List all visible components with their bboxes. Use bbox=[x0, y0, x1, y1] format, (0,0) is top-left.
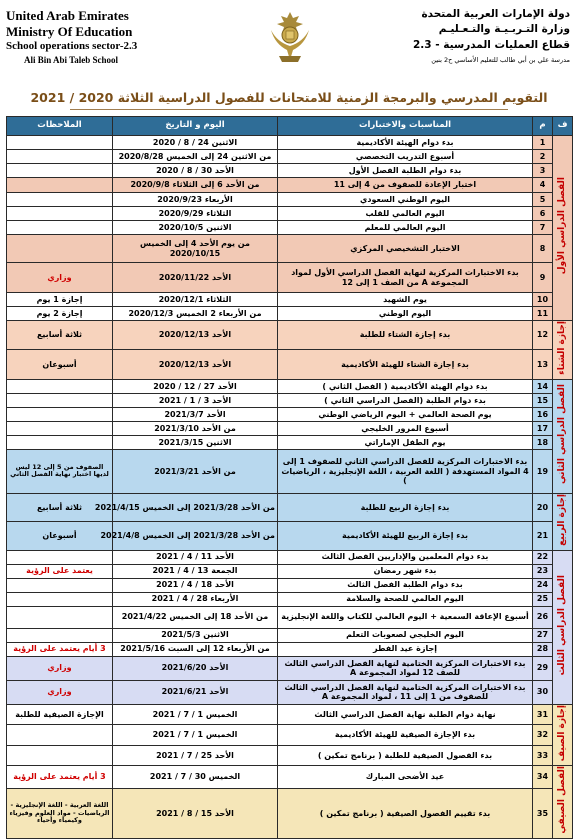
date-cell: الثلاثاء 2020/12/1 bbox=[113, 293, 278, 307]
row-number: 27 bbox=[533, 628, 553, 642]
col-header-term: ف bbox=[553, 117, 573, 136]
notes-cell bbox=[7, 235, 113, 263]
row-number: 13 bbox=[533, 350, 553, 379]
notes-cell: أسبوعان bbox=[7, 522, 113, 550]
table-row bbox=[7, 393, 573, 407]
table-row bbox=[7, 379, 573, 393]
date-cell: الأحد 2020/11/22 bbox=[113, 263, 278, 293]
event-cell: بدء إجازة الربيع للطلبة bbox=[278, 493, 533, 521]
date-cell: من الاثنين 24 إلى الخميس 2020/8/28 bbox=[113, 150, 278, 164]
date-cell: من الأربعاء 2 الخميس 2020/12/3 bbox=[113, 307, 278, 321]
row-number: 30 bbox=[533, 680, 553, 704]
notes-cell: 3 أيام يعتمد على الرؤية bbox=[7, 766, 113, 789]
event-cell: بدء الاختبارات المركزية الختامية لنهاية الفصل الدراسي الثالث للصفوف من 1 إلى 11 ، لمواد المجموعة A bbox=[278, 680, 533, 704]
header-en-country: United Arab Emirates bbox=[6, 8, 129, 23]
event-cell: الاختبار التشخيصي المركزي bbox=[278, 235, 533, 263]
event-cell: بدء إجازة الشتاء للهيئة الأكاديمية bbox=[278, 350, 533, 379]
row-number: 25 bbox=[533, 592, 553, 606]
header-en-ministry: Ministry Of Education bbox=[6, 24, 133, 39]
event-cell: بدء الاختبارات المركزية للفصل الدراسي الثاني للصفوف 1 إلى 4 المواد المستهدفة ( اللغة العربية ، اللغة الإنجليزية ، الرياضيات ) bbox=[278, 449, 533, 493]
date-cell: من الأحد 18 إلى الخميس 2021/4/22 bbox=[113, 606, 278, 628]
table-row bbox=[7, 766, 573, 789]
notes-cell bbox=[7, 606, 113, 628]
term-label-text: إجازة الربيع bbox=[557, 493, 567, 546]
event-cell: اليوم الوطني bbox=[278, 307, 533, 321]
table-row bbox=[7, 207, 573, 221]
table-row bbox=[7, 449, 573, 493]
row-number: 31 bbox=[533, 704, 553, 724]
table-header-row bbox=[7, 117, 573, 136]
row-number: 29 bbox=[533, 656, 553, 680]
event-cell: بدء دوام المعلمين والإداريين الفصل الثالث bbox=[278, 550, 533, 564]
event-cell: إجازة عيد الفطر bbox=[278, 642, 533, 656]
col-header-notes: الملاحظات bbox=[7, 117, 113, 136]
notes-cell: يعتمد على الرؤية bbox=[7, 564, 113, 578]
row-number: 24 bbox=[533, 578, 553, 592]
event-cell: بدء الاختبارات المركزية الختامية لنهاية الفصل الدراسي الثالث للصف 12 لمواد المجموعة A bbox=[278, 656, 533, 680]
row-number: 12 bbox=[533, 321, 553, 350]
table-row bbox=[7, 592, 573, 606]
row-number: 10 bbox=[533, 293, 553, 307]
row-number: 9 bbox=[533, 263, 553, 293]
event-cell: بدء الاختبارات المركزية لنهاية الفصل الدراسي الأول لمواد المجموعة A من الصف 1 إلى 12 bbox=[278, 263, 533, 293]
table-row bbox=[7, 725, 573, 745]
event-cell: نهاية دوام الطلبة نهاية الفصل الدراسي الثالث bbox=[278, 704, 533, 724]
row-number: 28 bbox=[533, 642, 553, 656]
term-label-text: الفصل الدراسي الثالث bbox=[557, 574, 567, 676]
header-ar-country: دولة الإمارات العربية المتحدة bbox=[421, 8, 570, 20]
notes-cell: اللغة العربية - اللغة الإنجليزية - الرياضيات - مواد العلوم وفيزياء وكيمياء وأحياء bbox=[7, 789, 113, 839]
notes-cell bbox=[7, 150, 113, 164]
header-ar-ministry: وزارة التـربـيـة والتـعـليـم bbox=[438, 23, 570, 35]
event-cell: أسبوع التدريب التخصصي bbox=[278, 150, 533, 164]
event-cell: اليوم العالمي للصحة والسلامة bbox=[278, 592, 533, 606]
table-row bbox=[7, 136, 573, 150]
event-cell: اختبار الإعادة للصفوف من 4 إلى 11 bbox=[278, 178, 533, 193]
term-label-winter bbox=[553, 321, 573, 380]
row-number: 33 bbox=[533, 745, 553, 765]
event-cell: بدء شهر رمضان bbox=[278, 564, 533, 578]
date-cell: الأربعاء 28 / 4 / 2021 bbox=[113, 592, 278, 606]
row-number: 19 bbox=[533, 449, 553, 493]
table-row bbox=[7, 421, 573, 435]
notes-cell: وزاري bbox=[7, 656, 113, 680]
title-divider bbox=[70, 109, 508, 110]
event-cell: يوم الشهيد bbox=[278, 293, 533, 307]
term-label-t1 bbox=[553, 136, 573, 321]
notes-cell bbox=[7, 745, 113, 765]
row-number: 1 bbox=[533, 136, 553, 150]
table-row bbox=[7, 606, 573, 628]
row-number: 22 bbox=[533, 550, 553, 564]
date-cell: الأحد 2021/3/7 bbox=[113, 407, 278, 421]
notes-cell: الإجازة الصيفية للطلبة bbox=[7, 704, 113, 724]
notes-cell bbox=[7, 164, 113, 178]
row-number: 8 bbox=[533, 235, 553, 263]
notes-cell bbox=[7, 178, 113, 193]
row-number: 14 bbox=[533, 379, 553, 393]
term-label-summer_course bbox=[553, 766, 573, 839]
table-row bbox=[7, 564, 573, 578]
date-cell: الأحد 15 / 8 / 2021 bbox=[113, 789, 278, 839]
col-header-date: اليوم و التاريخ bbox=[113, 117, 278, 136]
row-number: 7 bbox=[533, 221, 553, 235]
table-row bbox=[7, 578, 573, 592]
date-cell: الأحد 2021/6/20 bbox=[113, 656, 278, 680]
event-cell: بدء دوام الهيئة الأكاديمية ( الفصل الثاني ) bbox=[278, 379, 533, 393]
page-title: التقويم المدرسي والبرمجة الزمنية للامتحانات للفصول الدراسية الثلاثة 2020 / 2021 bbox=[30, 90, 548, 105]
date-cell: الخميس 1 / 7 / 2021 bbox=[113, 704, 278, 724]
event-cell: بدء إجازة الشتاء للطلبة bbox=[278, 321, 533, 350]
table-row bbox=[7, 656, 573, 680]
notes-cell bbox=[7, 550, 113, 564]
row-number: 21 bbox=[533, 522, 553, 550]
date-cell: الأحد 11 / 4 / 2021 bbox=[113, 550, 278, 564]
row-number: 3 bbox=[533, 164, 553, 178]
date-cell: من الأحد 2021/3/21 bbox=[113, 449, 278, 493]
event-cell: اليوم العالمي للمعلم bbox=[278, 221, 533, 235]
notes-cell bbox=[7, 725, 113, 745]
uae-emblem-icon bbox=[265, 8, 315, 66]
notes-cell bbox=[7, 578, 113, 592]
page-header bbox=[0, 0, 578, 88]
notes-cell: وزاري bbox=[7, 680, 113, 704]
table-row bbox=[7, 550, 573, 564]
row-number: 15 bbox=[533, 393, 553, 407]
notes-cell: 3 أيام يعتمد على الرؤية bbox=[7, 642, 113, 656]
date-cell: الأحد 2020/12/13 bbox=[113, 350, 278, 379]
row-number: 2 bbox=[533, 150, 553, 164]
table-row bbox=[7, 193, 573, 207]
term-label-t3 bbox=[553, 550, 573, 704]
date-cell: من الأحد 6 إلى الثلاثاء 2020/9/8 bbox=[113, 178, 278, 193]
header-ar-school: مدرسة علي بن أبي طالب للتعليم الأساسي ح2 بنين bbox=[431, 56, 570, 64]
row-number: 5 bbox=[533, 193, 553, 207]
row-number: 4 bbox=[533, 178, 553, 193]
col-header-num: م bbox=[533, 117, 553, 136]
table-row bbox=[7, 745, 573, 765]
table-row bbox=[7, 628, 573, 642]
event-cell: بدء دوام الطلبة الفصل الأول bbox=[278, 164, 533, 178]
row-number: 32 bbox=[533, 725, 553, 745]
row-number: 16 bbox=[533, 407, 553, 421]
event-cell: أسبوع الإعاقة السمعية + اليوم العالمي للكتاب واللغة الإنجليزية bbox=[278, 606, 533, 628]
notes-cell bbox=[7, 221, 113, 235]
table-row bbox=[7, 789, 573, 839]
table-row bbox=[7, 493, 573, 521]
event-cell: أسبوع المرور الخليجي bbox=[278, 421, 533, 435]
date-cell: الأحد 3 / 1 / 2021 bbox=[113, 393, 278, 407]
calendar-table bbox=[6, 116, 573, 839]
col-header-event: المناسبات والاختبارات bbox=[278, 117, 533, 136]
notes-cell bbox=[7, 435, 113, 449]
term-label-text: الفصل الدراسي الأول bbox=[557, 177, 567, 275]
notes-cell bbox=[7, 592, 113, 606]
notes-cell bbox=[7, 136, 113, 150]
table-row bbox=[7, 293, 573, 307]
table-row bbox=[7, 164, 573, 178]
notes-cell: إجازة 2 يوم bbox=[7, 307, 113, 321]
date-cell: الأحد 2020/12/13 bbox=[113, 321, 278, 350]
header-en-sector: School operations sector-2.3 bbox=[6, 40, 138, 52]
table-row bbox=[7, 235, 573, 263]
table-row bbox=[7, 407, 573, 421]
row-number: 11 bbox=[533, 307, 553, 321]
date-cell: الاثنين 2020/10/5 bbox=[113, 221, 278, 235]
notes-cell bbox=[7, 421, 113, 435]
notes-cell bbox=[7, 393, 113, 407]
table-row bbox=[7, 178, 573, 193]
row-number: 20 bbox=[533, 493, 553, 521]
row-number: 35 bbox=[533, 789, 553, 839]
table-row bbox=[7, 704, 573, 724]
event-cell: بدء الإجازة الصيفية للهيئة الأكاديمية bbox=[278, 725, 533, 745]
date-cell: الأحد 30 / 8 / 2020 bbox=[113, 164, 278, 178]
term-label-text: الفصل الصيفي bbox=[557, 766, 567, 834]
date-cell: من الأحد 2021/3/28 إلى الخميس 2021/4/8 bbox=[113, 522, 278, 550]
term-label-text: الفصل الدراسي الثاني bbox=[557, 384, 567, 485]
date-cell: الأربعاء 2020/9/23 bbox=[113, 193, 278, 207]
event-cell: اليوم الوطني السعودي bbox=[278, 193, 533, 207]
table-row bbox=[7, 263, 573, 293]
table-row bbox=[7, 321, 573, 350]
row-number: 6 bbox=[533, 207, 553, 221]
table-row bbox=[7, 350, 573, 379]
notes-cell bbox=[7, 407, 113, 421]
event-cell: بدء دوام الطلبة الفصل الثالث bbox=[278, 578, 533, 592]
event-cell: بدء تقييم الفصول الصيفية ( برنامج تمكين ) bbox=[278, 789, 533, 839]
date-cell: الاثنين 24 / 8 / 2020 bbox=[113, 136, 278, 150]
date-cell: الخميس 30 / 7 / 2021 bbox=[113, 766, 278, 789]
date-cell: الأحد 2021/6/21 bbox=[113, 680, 278, 704]
notes-cell bbox=[7, 207, 113, 221]
event-cell: بدء دوام الطلبة (الفصل الدراسي الثاني ) bbox=[278, 393, 533, 407]
table-row bbox=[7, 680, 573, 704]
row-number: 18 bbox=[533, 435, 553, 449]
row-number: 34 bbox=[533, 766, 553, 789]
term-label-text: إجازة الصيف bbox=[557, 704, 567, 762]
date-cell: الاثنين 2021/5/3 bbox=[113, 628, 278, 642]
date-cell: الجمعة 13 / 4 / 2021 bbox=[113, 564, 278, 578]
table-row bbox=[7, 522, 573, 550]
event-cell: بدء الفصول الصيفية للطلبة ( برنامج تمكين ) bbox=[278, 745, 533, 765]
table-row bbox=[7, 642, 573, 656]
date-cell: الثلاثاء 2020/9/29 bbox=[113, 207, 278, 221]
row-number: 26 bbox=[533, 606, 553, 628]
term-label-spring bbox=[553, 493, 573, 550]
event-cell: يوم الطفل الإماراتي bbox=[278, 435, 533, 449]
header-en-school: Ali Bin Abi Taleb School bbox=[24, 55, 119, 65]
date-cell: الأحد 25 / 7 / 2021 bbox=[113, 745, 278, 765]
notes-cell: ثلاثة أسابيع bbox=[7, 321, 113, 350]
event-cell: بدء دوام الهيئة الأكاديمية bbox=[278, 136, 533, 150]
table-row bbox=[7, 221, 573, 235]
table-row bbox=[7, 307, 573, 321]
date-cell: من يوم الأحد 4 إلى الخميس 2020/10/15 bbox=[113, 235, 278, 263]
notes-cell: وزاري bbox=[7, 263, 113, 293]
date-cell: الاثنين 2021/3/15 bbox=[113, 435, 278, 449]
notes-cell bbox=[7, 628, 113, 642]
event-cell: عيد الأضحى المبارك bbox=[278, 766, 533, 789]
notes-cell bbox=[7, 193, 113, 207]
notes-cell: أسبوعان bbox=[7, 350, 113, 379]
row-number: 17 bbox=[533, 421, 553, 435]
table-row bbox=[7, 435, 573, 449]
date-cell: من الأربعاء 12 إلى السبت 2021/5/16 bbox=[113, 642, 278, 656]
notes-cell: الصفوف من 5 إلى 12 ليس لديها اختبار نهاية الفصل الثاني bbox=[7, 449, 113, 493]
term-label-t2 bbox=[553, 379, 573, 493]
event-cell: اليوم الخليجي لصعوبات التعلم bbox=[278, 628, 533, 642]
date-cell: الأحد 27 / 12 / 2020 bbox=[113, 379, 278, 393]
date-cell: الخميس 1 / 7 / 2021 bbox=[113, 725, 278, 745]
header-ar-sector: قطاع العمليات المدرسية - 2.3 bbox=[412, 39, 570, 51]
term-label-text: إجازة الشتاء bbox=[557, 321, 567, 375]
date-cell: الأحد 18 / 4 / 2021 bbox=[113, 578, 278, 592]
table-row bbox=[7, 150, 573, 164]
event-cell: اليوم العالمي للقلب bbox=[278, 207, 533, 221]
notes-cell: إجازة 1 يوم bbox=[7, 293, 113, 307]
notes-cell: ثلاثة أسابيع bbox=[7, 493, 113, 521]
event-cell: يوم الصحة العالمي + اليوم الرياضي الوطني bbox=[278, 407, 533, 421]
date-cell: من الأحد 2021/3/28 إلى الخميس 2021/4/15 bbox=[113, 493, 278, 521]
row-number: 23 bbox=[533, 564, 553, 578]
event-cell: بدء إجازة الربيع للهيئة الأكاديمية bbox=[278, 522, 533, 550]
notes-cell bbox=[7, 379, 113, 393]
date-cell: من الأحد 2021/3/10 bbox=[113, 421, 278, 435]
term-label-summer bbox=[553, 704, 573, 765]
